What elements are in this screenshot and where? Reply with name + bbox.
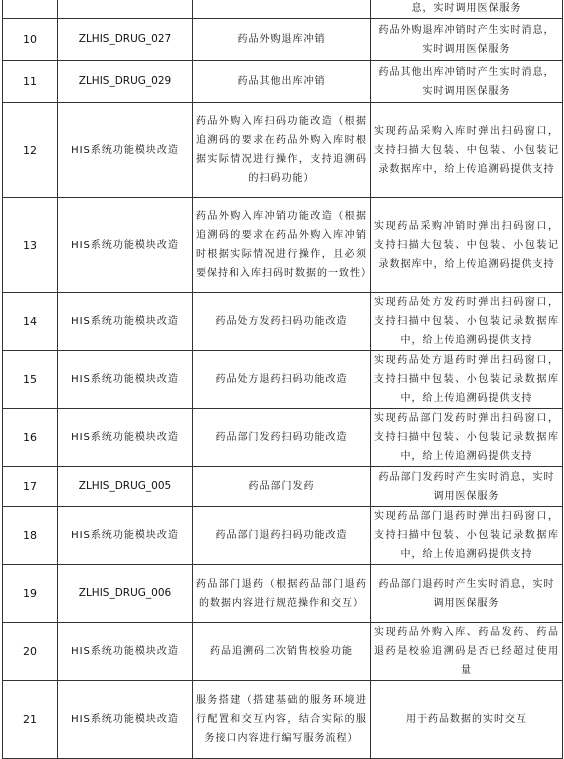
row-description: 实现药品处方退药时弹出扫码窗口，支持扫描中包装、小包装记录数据库中，给上传追溯码提供支持 <box>371 351 563 409</box>
row-item: 药品外购入库扫码功能改造（根据追溯码的要求在药品外购入库时根据实际情况进行操作，支持追溯码的扫码功能） <box>193 103 371 198</box>
row-number: 17 <box>3 467 58 507</box>
row-number: 19 <box>3 565 58 623</box>
row-description: 实现药品采购入库时弹出扫码窗口，支持扫描大包装、中包装、小包装记录数据库中，给上传追溯码提供支持 <box>371 103 563 198</box>
spec-table <box>2 0 563 759</box>
row-description: 用于药品数据的实时交互 <box>371 681 563 759</box>
row-number: 20 <box>3 623 58 681</box>
row-module: HIS系统功能模块改造 <box>58 198 193 293</box>
row-module: HIS系统功能模块改造 <box>58 623 193 681</box>
row-number: 15 <box>3 351 58 409</box>
row-item: 服务搭建（搭建基础的服务环境进行配置和交互内容，结合实际的服务接口内容进行编写服务流程） <box>193 681 371 759</box>
row-module: HIS系统功能模块改造 <box>58 409 193 467</box>
row-module: ZLHIS_DRUG_029 <box>58 61 193 103</box>
row-item: 药品处方退药扫码功能改造 <box>193 351 371 409</box>
row-module: HIS系统功能模块改造 <box>58 681 193 759</box>
table-row <box>3 351 563 409</box>
row-item: 药品部门发药扫码功能改造 <box>193 409 371 467</box>
row-number: 13 <box>3 198 58 293</box>
table-row <box>3 0 563 19</box>
row-item: 药品处方发药扫码功能改造 <box>193 293 371 351</box>
row-number: 16 <box>3 409 58 467</box>
row-description: 药品部门发药时产生实时消息，实时调用医保服务 <box>371 467 563 507</box>
table-row <box>3 198 563 293</box>
row-module: ZLHIS_DRUG_005 <box>58 467 193 507</box>
row-item: 药品部门发药 <box>193 467 371 507</box>
row-item: 药品部门退药（根据药品部门退药的数据内容进行规范操作和交互） <box>193 565 371 623</box>
table-row <box>3 61 563 103</box>
row-number: 10 <box>3 19 58 61</box>
row-number: 12 <box>3 103 58 198</box>
row-description: 药品部门退药时产生实时消息，实时调用医保服务 <box>371 565 563 623</box>
table-row <box>3 507 563 565</box>
row-item <box>193 0 371 19</box>
table-row <box>3 103 563 198</box>
row-item: 药品其他出库冲销 <box>193 61 371 103</box>
table-row <box>3 565 563 623</box>
table-row <box>3 681 563 759</box>
row-module: HIS系统功能模块改造 <box>58 103 193 198</box>
table-row <box>3 467 563 507</box>
row-item: 药品外购入库冲销功能改造（根据追溯码的要求在药品外购入库冲销时根据实际情况进行操作，且必须要保持和入库扫码时数据的一致性） <box>193 198 371 293</box>
row-description: 药品外购退库冲销时产生实时消息，实时调用医保服务 <box>371 19 563 61</box>
row-item: 药品外购退库冲销 <box>193 19 371 61</box>
row-number: 14 <box>3 293 58 351</box>
table-row <box>3 623 563 681</box>
row-description: 实现药品外购入库、药品发药、药品退药是校验追溯码是否已经超过使用量 <box>371 623 563 681</box>
row-number <box>3 0 58 19</box>
row-module: HIS系统功能模块改造 <box>58 293 193 351</box>
row-module: ZLHIS_DRUG_027 <box>58 19 193 61</box>
table-row <box>3 409 563 467</box>
row-number: 11 <box>3 61 58 103</box>
row-number: 18 <box>3 507 58 565</box>
row-item: 药品部门退药扫码功能改造 <box>193 507 371 565</box>
row-description: 息，实时调用医保服务 <box>371 0 563 19</box>
row-module: HIS系统功能模块改造 <box>58 351 193 409</box>
row-module: HIS系统功能模块改造 <box>58 507 193 565</box>
table-row <box>3 293 563 351</box>
table-row <box>3 19 563 61</box>
row-description: 实现药品部门退药时弹出扫码窗口，支持扫描中包装、小包装记录数据库中，给上传追溯码提供支持 <box>371 507 563 565</box>
row-module <box>58 0 193 19</box>
row-description: 实现药品处方发药时弹出扫码窗口，支持扫描中包装、小包装记录数据库中，给上传追溯码提供支持 <box>371 293 563 351</box>
row-number: 21 <box>3 681 58 759</box>
row-description: 药品其他出库冲销时产生实时消息，实时调用医保服务 <box>371 61 563 103</box>
row-module: ZLHIS_DRUG_006 <box>58 565 193 623</box>
row-description: 实现药品采购冲销时弹出扫码窗口，支持扫描大包装、中包装、小包装记录数据库中，给上传追溯码提供支持 <box>371 198 563 293</box>
row-description: 实现药品部门发药时弹出扫码窗口，支持扫描中包装、小包装记录数据库中，给上传追溯码提供支持 <box>371 409 563 467</box>
row-item: 药品追溯码二次销售校验功能 <box>193 623 371 681</box>
